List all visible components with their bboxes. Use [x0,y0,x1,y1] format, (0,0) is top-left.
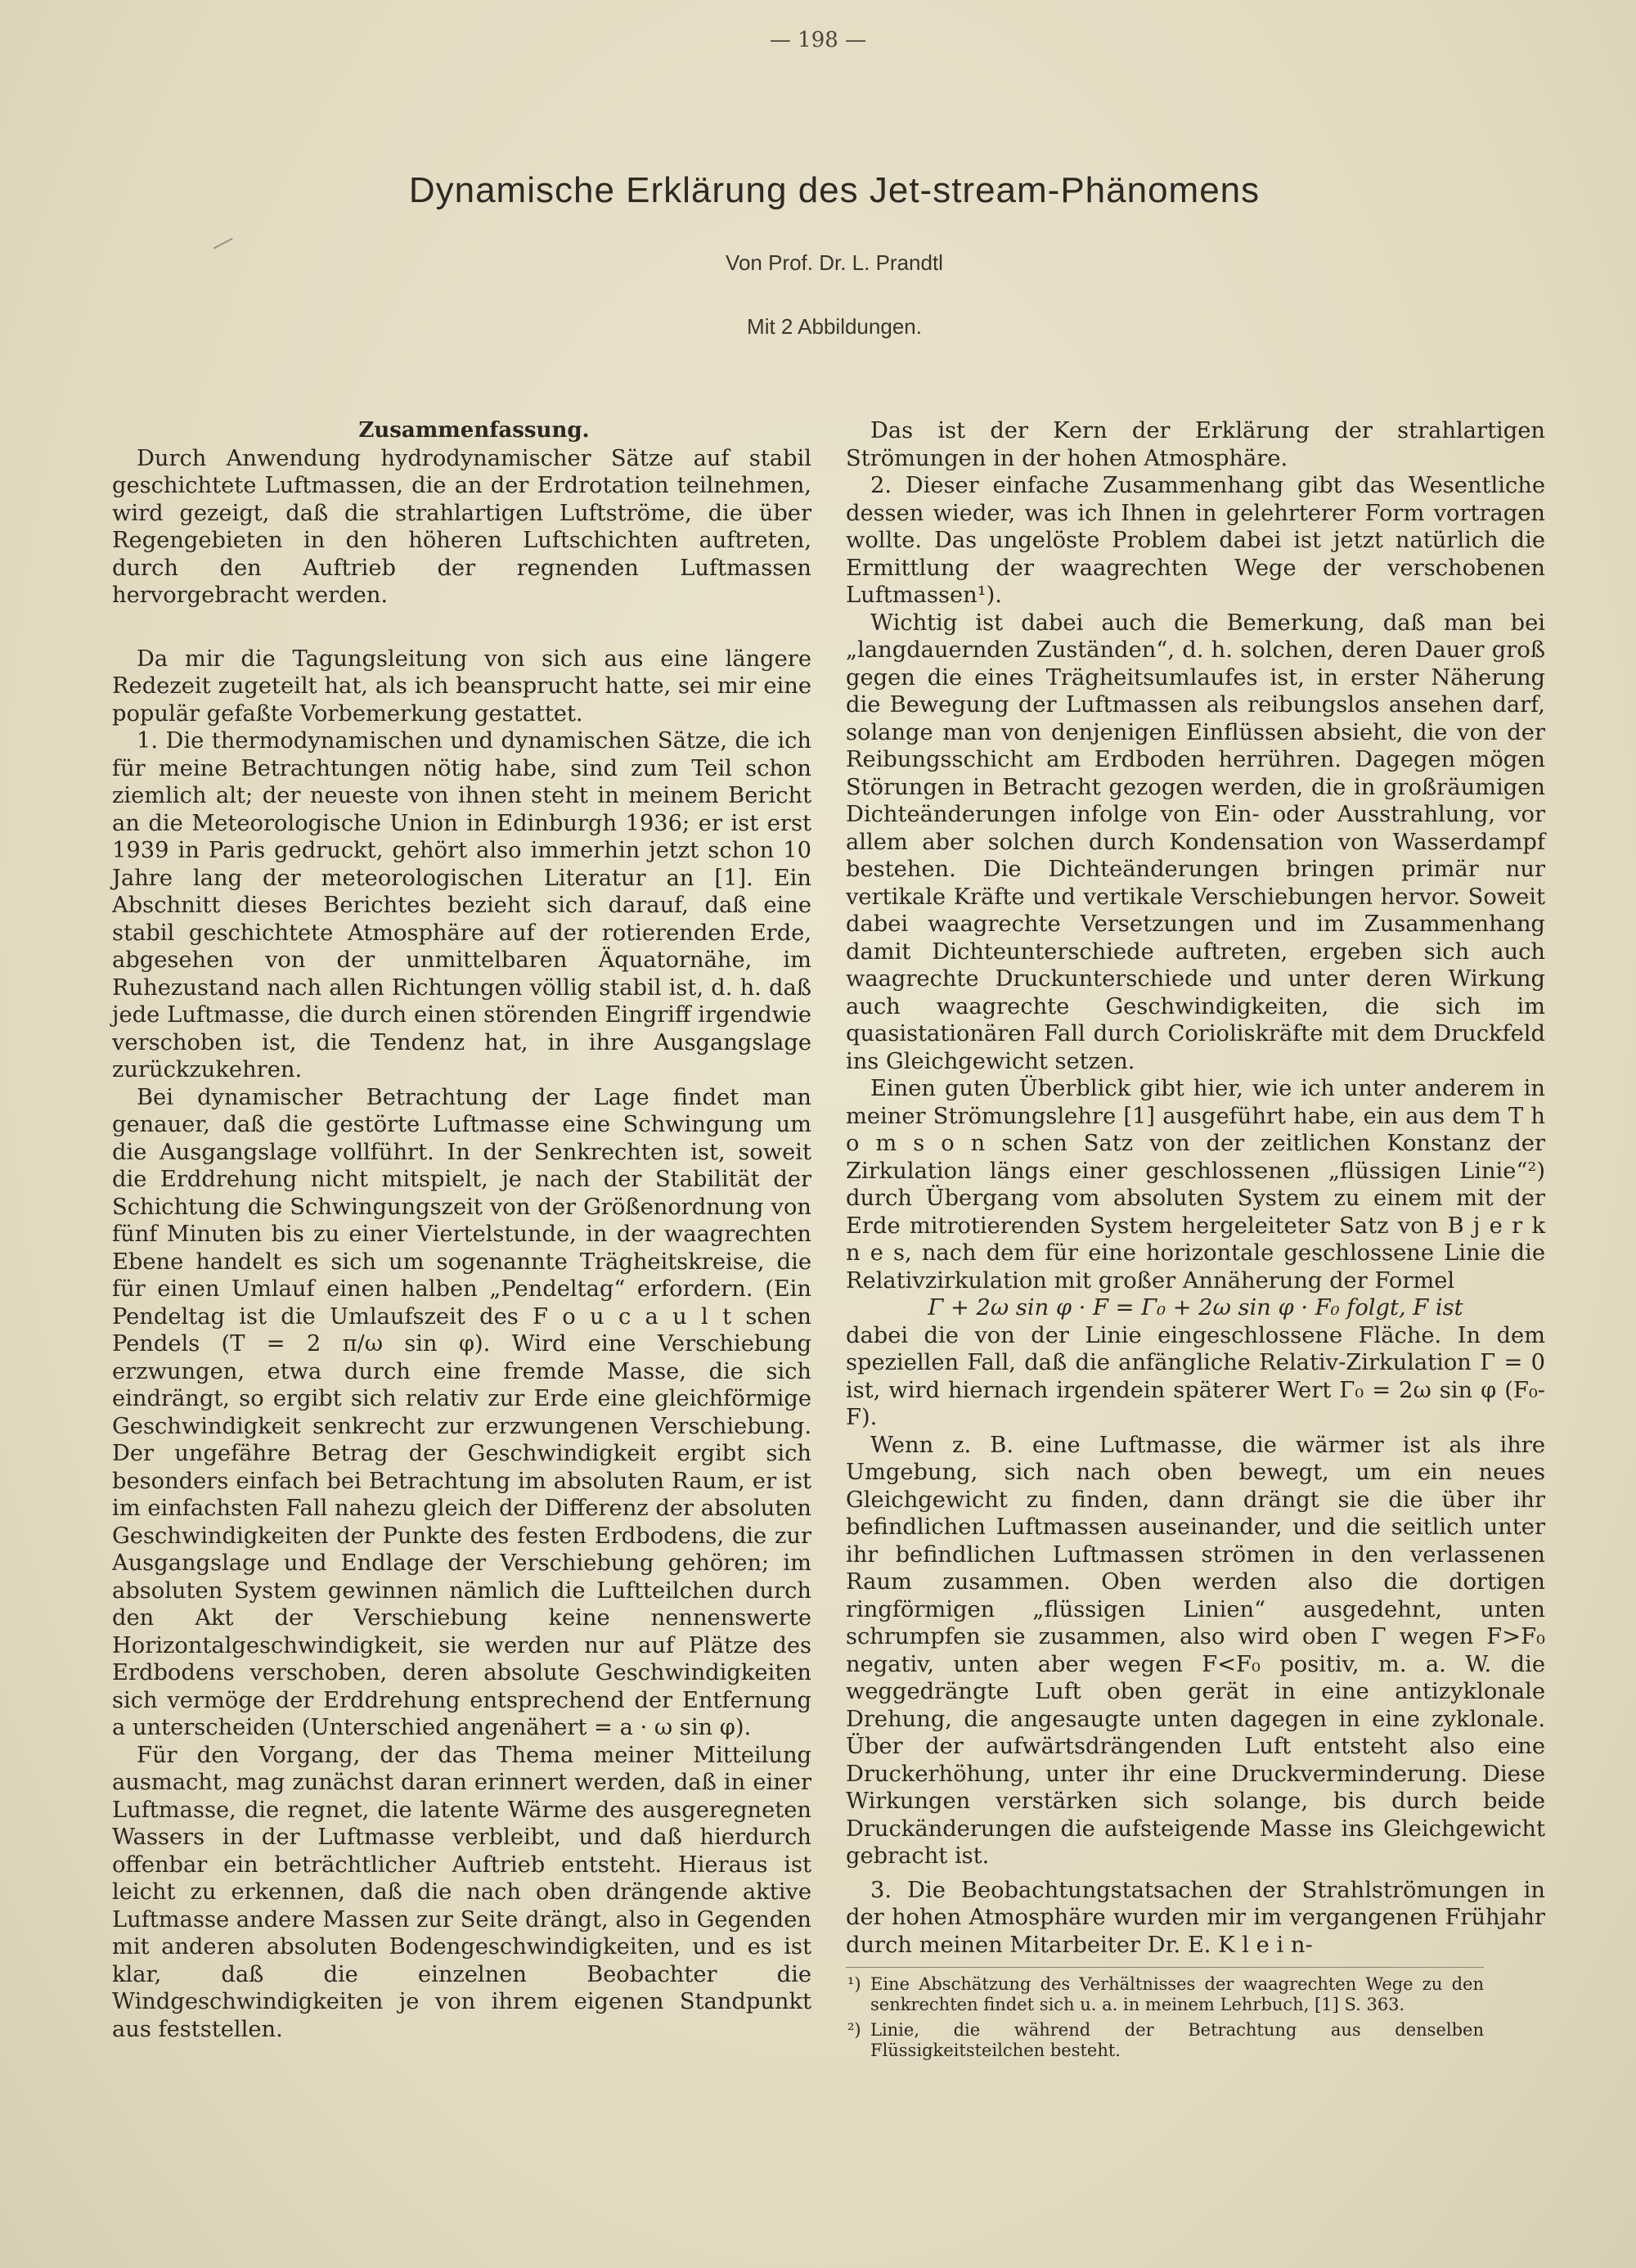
footnote-2 [846,2020,1484,2061]
page-number: — 198 — [769,28,867,52]
figures-note: Mit 2 Abbildungen. [747,314,922,339]
left-paragraph-3: Bei dynamischer Betrachtung der Lage findet man genauer, daß die gestörte Luftmasse eine Schwingung um die Ausgangslage vollführt. In der Senkrechten ist, soweit die Erddrehung nicht mitspielt, je nach der Stabilität der Schichtung die Schwingungszeit von der Größenordnung von fünf Minuten bis zu einer Viertelstunde, in der waagrechten Ebene handelt es sich um sogenannte Trägheitskreise, die für einen Umlauf einen halben „Pendeltag“ erfordern. (Ein Pendeltag ist die Umlaufszeit des F o u c a u l t schen Pendels (T = 2 π/ω sin φ). Wird eine Verschiebung erzwungen, etwa durch eine fremde Masse, die sich eindrängt, so ergibt sich relativ zur Erde eine gleichförmige Geschwindigkeit senkrecht zur erzwungenen Verschiebung. Der ungefähre Betrag der Geschwindigkeit ergibt sich besonders einfach bei Betrachtung im absoluten Raum, er ist im einfachsten Fall nahezu gleich der Differenz der absoluten Geschwindigkeiten der Punkte des festen Erdbodens, die zur Ausgangslage und Endlage der Verschiebung gehören; im absoluten System gewinnen nämlich die Luftteilchen durch den Akt der Verschiebung keine nennenswerte Horizontalgeschwindigkeit, sie werden nur auf Plätze des Erdbodens verschoben, deren absolute Geschwindigkeiten sich vermöge der Erddrehung entsprechend der Entfernung a unterscheiden (Unterschied angenähert = a · ω sin φ). [112,1084,811,1740]
right-paragraph-1: Das ist der Kern der Erklärung der strahlartigen Strömungen in der hohen Atmosphäre. [846,418,1545,471]
footnote-mark: ²) [847,2020,861,2040]
article-title: Dynamische Erklärung des Jet-stream-Phänomens [408,170,1261,210]
abstract-text: Durch Anwendung hydrodynamischer Sätze auf stabil geschichtete Luftmassen, die an der Erdrotation teilnehmen, wird gezeigt, daß die strahlartigen Luftströme, die über Regengebieten in den höheren Luftschichten auftreten, durch den Auftrieb der regnenden Luftmassen hervorgebracht werden. [112,445,811,608]
left-paragraph-1: Da mir die Tagungsleitung von sich aus eine längere Redezeit zugeteilt hat, als ich beansprucht hatte, sei mir eine populär gefaßte Vorbemerkung gestattet. [112,646,811,727]
footnote-text: Linie, die während der Betrachtung aus denselben Flüssigkeitsteilchen besteht. [870,2020,1484,2060]
footnotes [846,1967,1484,2061]
right-paragraph-3: Wichtig ist dabei auch die Bemerkung, daß man bei „langdauernden Zuständen“, d. h. solchen, deren Dauer groß gegen die eines Trägheitsumlaufes ist, in erster Näherung die Bewegung der Luftmassen als reibungslos ansehen darf, solange man von denjenigen Einflüssen absieht, die von der Reibungsschicht am Erdboden herrühren. Dagegen mögen Störungen in Betracht gezogen werden, die in großräumigen Dichteänderungen infolge von Ein- oder Ausstrahlung, vor allem aber solchen durch Kondensation von Wasserdampf bestehen. Die Dichteänderungen bringen primär nur vertikale Kräfte und vertikale Verschiebungen hervor. Soweit dabei waagrechte Versetzungen und im Zusammenhang damit Dichteunterschiede auftreten, ergeben sich auch waagrechte Druckunterschiede und unter deren Wirkung auch waagrechte Geschwindigkeiten, die sich im quasistationären Fall durch Corioliskräfte mit dem Druckfeld ins Gleichgewicht setzen. [846,610,1545,1074]
left-paragraph-2: 1. Die thermodynamischen und dynamischen Sätze, die ich für meine Betrachtungen nötig habe, sind zum Teil schon ziemlich alt; der neueste von ihnen steht in meinem Bericht an die Meteorologische Union in Edinburgh 1936; er ist erst 1939 in Paris gedruckt, gehört also immerhin jetzt schon 10 Jahre lang der meteorologischen Literatur an [1]. Ein Abschnitt dieses Berichtes bezieht sich darauf, daß eine stabil geschichtete Atmosphäre auf der rotierenden Erde, abgesehen von der unmittelbaren Äquatornähe, im Ruhezustand nach allen Richtungen völlig stabil ist, d. h. daß jede Luftmasse, die durch einen störenden Eingriff irgendwie verschoben ist, die Tendenz hat, in ihre Ausgangslage zurückzukehren. [112,728,811,1082]
right-paragraph-2: 2. Dieser einfache Zusammenhang gibt das Wesentliche dessen wieder, was ich Ihnen in gelehrterer Form vortragen wollte. Das ungelöste Problem dabei ist jetzt natürlich die Ermittlung der waagrechten Wege der verschobenen Luftmassen¹). [846,473,1545,608]
left-paragraph-4: Für den Vorgang, der das Thema meiner Mitteilung ausmacht, mag zunächst daran erinnert werden, daß in einer Luftmasse, die regnet, die latente Wärme des ausgeregneten Wassers in der Luftmasse verbleibt, und daß hierdurch offenbar ein beträchtlicher Auftrieb entsteht. Hieraus ist leicht zu erkennen, daß die nach oben drängende aktive Luftmasse andere Massen zur Seite drängt, also in Gegenden mit anderen absoluten Bodengeschwindigkeiten, und es ist klar, daß die einzelnen Beobachter die Windgeschwindigkeiten je von ihrem eigenen Standpunkt aus feststellen. [112,1742,811,2042]
abstract-heading: Zusammenfassung. [358,418,590,443]
footnote-text: Eine Abschätzung des Verhältnisses der waagrechten Wege zu den senkrechten findet sich u. a. in meinem Lehrbuch, [1] S. 363. [870,1974,1484,2014]
footnote-1 [846,1974,1484,2015]
author-line: Von Prof. Dr. L. Prandtl [726,250,943,275]
right-paragraph-5: dabei die von der Linie eingeschlossene Fläche. In dem speziellen Fall, daß die anfängliche Relativ-Zirkulation Γ = 0 ist, wird hiernach irgendein späterer Wert Γ₀ = 2ω sin φ (F₀-F). [846,1322,1545,1430]
left-column [112,417,811,2043]
circulation-formula: Γ + 2ω sin φ · F = Γ₀ + 2ω sin φ · F₀ folgt, F ist [928,1295,1463,1321]
footnote-mark: ¹) [847,1974,861,1994]
right-paragraph-6: Wenn z. B. eine Luftmasse, die wärmer ist als ihre Umgebung, sich nach oben bewegt, um ein neues Gleichgewicht zu finden, dann drängt sie die über ihr befindlichen Luftmassen auseinander, und die seitlich unter ihr befindlichen Luftmassen strömen in den verlassenen Raum zusammen. Oben werden also die dortigen ringförmigen „flüssigen Linien“ ausgedehnt, unten schrumpfen sie zusammen, also wird oben Γ wegen F>F₀ negativ, unten aber wegen F<F₀ positiv, m. a. W. die weggedrängte Luft oben gerät in eine antizyklonale Drehung, die angesaugte unten dagegen in eine zyklonale. Über der aufwärtsdrängenden Luft entsteht also eine Druckerhöhung, unter ihr eine Druckverminderung. Diese Wirkungen verstärken sich solange, bis durch beide Druckänderungen die aufsteigende Masse ins Gleichgewicht gebracht ist. [846,1432,1545,1869]
right-paragraph-7: 3. Die Beobachtungstatsachen der Strahlströmungen in der hohen Atmosphäre wurden mir im vergangenen Frühjahr durch meinen Mitarbeiter Dr. E. K l e i n- [846,1877,1545,1958]
right-column [846,417,1545,2066]
right-paragraph-4: Einen guten Überblick gibt hier, wie ich unter anderem in meiner Strömungslehre [1] ausgeführt habe, ein aus dem T h o m s o n schen Satz von der zeitlichen Konstanz der Zirkulation längs einer geschlossenen „flüssigen Linie“²) durch Übergang vom absoluten System zu einem mit der Erde mitrotierenden System hergeleiteter Satz von B j e r k n e s, nach dem für eine horizontale geschlossene Linie die Relativzirkulation mit großer Annäherung der Formel [846,1076,1545,1294]
